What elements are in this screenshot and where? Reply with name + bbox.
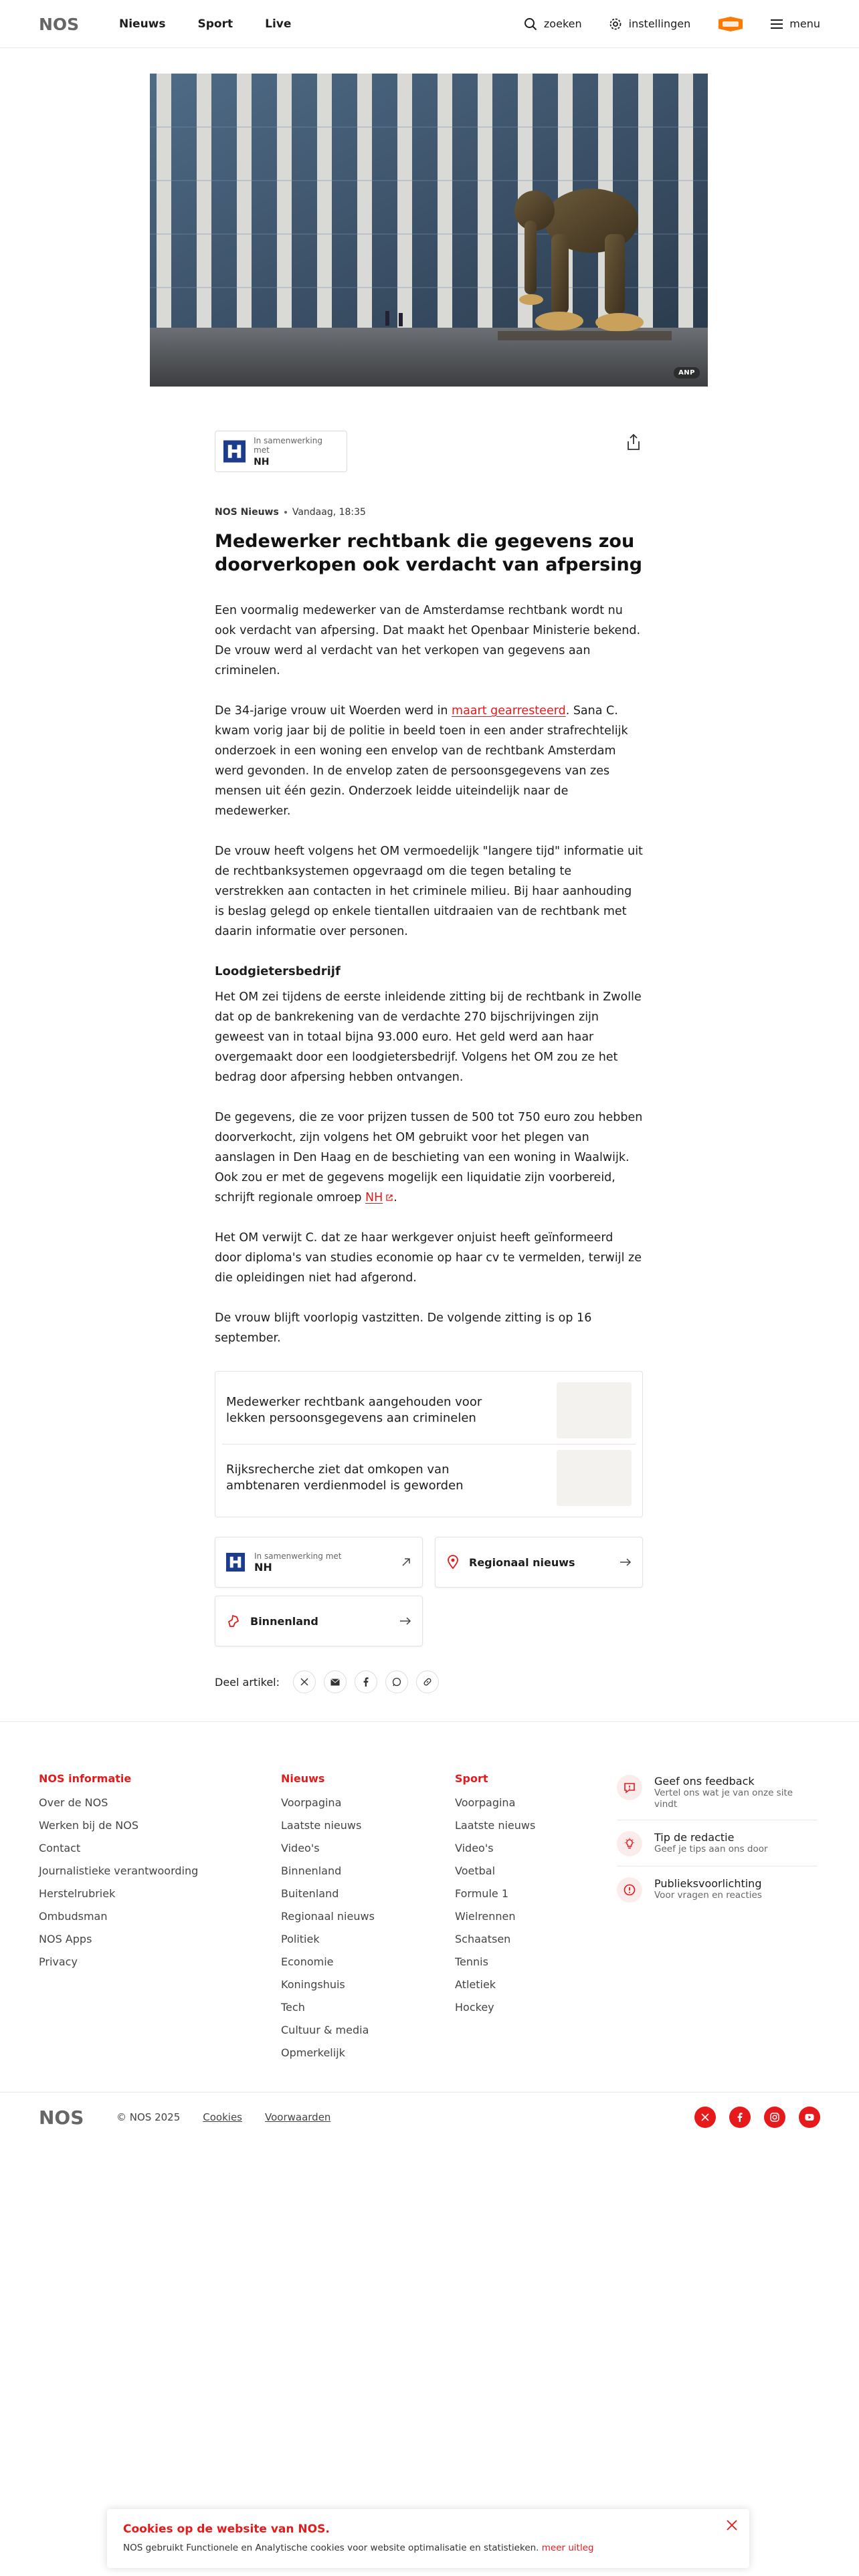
footer-link[interactable]: Koningshuis bbox=[281, 1978, 345, 1991]
nos-logo[interactable] bbox=[39, 15, 87, 33]
footer-link[interactable]: Schaatsen bbox=[455, 1933, 511, 1945]
info-icon bbox=[617, 1877, 642, 1903]
footer-link[interactable]: Binnenland bbox=[281, 1864, 342, 1877]
binnenland-label: Binnenland bbox=[250, 1614, 318, 1628]
nos-logo-mark bbox=[39, 15, 87, 33]
feedback-icon bbox=[617, 1775, 642, 1800]
article-title: Medewerker rechtbank die gegevens zou doorverkopen ook verdacht van afpersing bbox=[215, 531, 643, 575]
footer-col-nieuws bbox=[281, 1772, 375, 2064]
public-info-link[interactable] bbox=[617, 1866, 818, 1912]
footer-link[interactable]: Privacy bbox=[39, 1955, 78, 1968]
paragraph-4: Het OM zei tijdens de eerste inleidende zitting bij de rechtbank in Zwolle dat op de bankrekening van de verdachte 270 bijschrijvingen zijn geweest van in totaal bijna 93.000 euro. Het geld werd aan haar overgemaakt door een loodgietersbedrijf. Volgens het OM zou ze het bedrag door afpersing hebben ontvangen. bbox=[215, 990, 642, 1084]
tip-sub: Geef je tips aan ons door bbox=[654, 1844, 768, 1854]
footer-link[interactable]: Opmerkelijk bbox=[281, 2046, 345, 2059]
public-info-title: Publieksvoorlichting bbox=[654, 1877, 762, 1890]
nh-card[interactable] bbox=[215, 1537, 423, 1588]
terms-link[interactable]: Voorwaarden bbox=[265, 2111, 331, 2123]
site-header bbox=[0, 0, 859, 48]
location-pin-icon bbox=[446, 1555, 460, 1570]
regional-news-card[interactable] bbox=[435, 1537, 643, 1588]
arrow-right-icon bbox=[399, 1616, 411, 1626]
cookie-description: NOS gebruikt Functionele en Analytische cookies voor website optimalisatie en statistieken. bbox=[123, 2543, 539, 2553]
p5-text-after: . bbox=[393, 1191, 397, 1204]
footer-link[interactable]: Wielrennen bbox=[455, 1910, 516, 1923]
cookie-more-link[interactable]: meer uitleg bbox=[541, 2543, 594, 2553]
social-links bbox=[694, 2107, 820, 2128]
link-nh-label: NH bbox=[365, 1191, 383, 1204]
close-icon bbox=[725, 2518, 739, 2532]
p2-text-after: . Sana C. kwam vorig jaar bij de politie in beeld toen in een ander strafrechtelijk onderzoek in een woning een envelop van de rechtbank Amsterdam werd gevonden. In de envelop zaten de persoonsgegevens van zes mensen uit één gezin. Onderzoek leidde uiteindelijk naar de medewerker. bbox=[215, 704, 628, 818]
footer-link[interactable]: Ombudsman bbox=[39, 1910, 108, 1923]
npo-icon bbox=[717, 15, 744, 33]
subheading: Loodgietersbedrijf bbox=[215, 964, 341, 978]
paragraph-3: De vrouw heeft volgens het OM vermoedelijk "langere tijd" informatie uit de rechtbanksystemen opgevraagd om die tegen betaling te verstrekken aan contacten in het criminele milieu. Bij haar aanhouding is beslag gelegd op enkele tientallen uitdraaien van de rechtbank met daarin informatie over personen. bbox=[215, 845, 643, 938]
footer-link[interactable]: Tennis bbox=[455, 1955, 488, 1968]
arrow-up-right-icon bbox=[401, 1557, 411, 1568]
nav-sport[interactable]: Sport bbox=[197, 17, 233, 31]
paragraph-7: De vrouw blijft voorlopig vastzitten. De volgende zitting is op 16 september. bbox=[215, 1311, 592, 1345]
footer-link[interactable]: Tech bbox=[281, 2001, 305, 2014]
svg-text:NOS: NOS bbox=[39, 2107, 84, 2127]
meta-separator bbox=[284, 511, 287, 514]
feedback-title: Geef ons feedback bbox=[654, 1775, 755, 1788]
footer-link[interactable]: Formule 1 bbox=[455, 1887, 508, 1900]
facebook-icon bbox=[737, 2113, 743, 2122]
footer-contact-list bbox=[617, 1771, 818, 1912]
related-title-2: Rijksrecherche ziet dat omkopen van ambtenaren verdienmodel is geworden bbox=[226, 1463, 464, 1493]
footer-link[interactable]: Over de NOS bbox=[39, 1796, 108, 1809]
footer-link[interactable]: Voorpagina bbox=[281, 1796, 342, 1809]
p5-text-before: De gegevens, die ze voor prijzen tussen de 500 tot 750 euro zou hebben doorverkocht, zijn volgens het OM gebruikt voor het plegen van aanslagen in Den Haag en de beschieting van een woning in Waalwijk. Ook zou er met de gegevens mogelijk een liquidatie zijn voorbereid, schrijft regionale omroep bbox=[215, 1111, 643, 1204]
footer-link[interactable]: Video's bbox=[281, 1842, 320, 1854]
external-link-icon bbox=[385, 1194, 393, 1202]
footer-col-sport bbox=[455, 1772, 535, 2019]
article-source: NOS Nieuws bbox=[215, 507, 279, 518]
main-nav bbox=[119, 17, 291, 31]
binnenland-card[interactable] bbox=[215, 1596, 423, 1646]
tip-link[interactable] bbox=[617, 1820, 818, 1866]
related-article-2[interactable] bbox=[222, 1444, 636, 1511]
youtube-social-button[interactable] bbox=[799, 2107, 820, 2128]
nav-live[interactable]: Live bbox=[265, 17, 292, 31]
footer-link[interactable]: Politiek bbox=[281, 1933, 320, 1945]
share-button[interactable] bbox=[626, 433, 642, 453]
footer-link[interactable]: Werken bij de NOS bbox=[39, 1819, 139, 1832]
lightbulb-icon bbox=[617, 1831, 642, 1856]
public-info-sub: Voor vragen en reacties bbox=[654, 1890, 762, 1901]
settings-button[interactable] bbox=[609, 17, 691, 31]
footer-link[interactable]: NOS Apps bbox=[39, 1933, 92, 1945]
footer-link[interactable]: Buitenland bbox=[281, 1887, 339, 1900]
hero-image bbox=[150, 74, 708, 387]
partner-text bbox=[254, 436, 339, 467]
settings-label: instellingen bbox=[628, 17, 691, 30]
paragraph-5 bbox=[215, 1107, 643, 1208]
footer-link[interactable]: Voorpagina bbox=[455, 1796, 516, 1809]
tip-text bbox=[654, 1831, 768, 1855]
footer-link[interactable]: Regionaal nieuws bbox=[281, 1910, 375, 1923]
link-nh[interactable] bbox=[365, 1191, 383, 1204]
cookie-banner bbox=[107, 2509, 749, 2568]
footer-link[interactable]: Video's bbox=[455, 1842, 494, 1854]
related-title-1: Medewerker rechtbank aangehouden voor lekken persoonsgegevens aan criminelen bbox=[226, 1395, 482, 1425]
cookie-close-button[interactable] bbox=[725, 2518, 739, 2535]
footer-sport-title: Sport bbox=[455, 1772, 488, 1785]
header-actions bbox=[524, 15, 820, 33]
paragraph-6: Het OM verwijt C. dat ze haar werkgever onjuist heeft geïnformeerd door diploma's van studies economie op haar cv te vermelden, terwijl ze die opleidingen niet had afgerond. bbox=[215, 1231, 642, 1285]
cookie-text bbox=[123, 2543, 733, 2553]
copy-link-button[interactable] bbox=[416, 1671, 439, 1693]
share-label: Deel artikel: bbox=[215, 1675, 280, 1689]
menu-button[interactable] bbox=[771, 17, 820, 30]
footer-info-title: NOS informatie bbox=[39, 1772, 132, 1785]
share-facebook-button[interactable] bbox=[355, 1671, 377, 1693]
p2-text-before: De 34-jarige vrouw uit Woerden werd in bbox=[215, 704, 452, 718]
nh-card-text bbox=[254, 1551, 341, 1574]
youtube-icon bbox=[805, 2113, 814, 2121]
share-icon bbox=[626, 433, 642, 451]
share-email-button[interactable] bbox=[324, 1671, 347, 1693]
facebook-icon bbox=[363, 1677, 369, 1687]
footer-link[interactable]: Laatste nieuws bbox=[455, 1819, 536, 1832]
partner-badge[interactable] bbox=[215, 431, 347, 472]
share-x-button[interactable] bbox=[293, 1671, 316, 1693]
whatsapp-icon bbox=[392, 1677, 401, 1687]
nh-logo-icon bbox=[226, 1553, 245, 1572]
footer-col-info bbox=[39, 1772, 198, 1973]
nos-footer-logo bbox=[39, 2107, 92, 2127]
search-label: zoeken bbox=[543, 17, 582, 30]
article-time: Vandaag, 18:35 bbox=[292, 507, 366, 518]
nh-card-prefix: In samenwerking met bbox=[254, 1551, 342, 1561]
related-articles bbox=[215, 1371, 643, 1517]
facebook-social-button[interactable] bbox=[729, 2107, 751, 2128]
footer-bottom bbox=[39, 2107, 820, 2128]
footer-link[interactable]: Cultuur & media bbox=[281, 2024, 369, 2036]
share-whatsapp-button[interactable] bbox=[385, 1671, 408, 1693]
related-thumbnail-2 bbox=[557, 1450, 632, 1506]
x-social-button[interactable] bbox=[694, 2107, 716, 2128]
npo-logo[interactable] bbox=[717, 15, 744, 33]
arrow-right-icon bbox=[619, 1558, 632, 1567]
menu-label: menu bbox=[789, 17, 820, 30]
related-thumbnail-1 bbox=[557, 1382, 632, 1438]
instagram-icon bbox=[770, 2113, 779, 2122]
feedback-link[interactable] bbox=[617, 1771, 818, 1820]
gear-icon bbox=[609, 17, 622, 31]
cookie-title: Cookies op de website van NOS. bbox=[123, 2523, 330, 2536]
partner-name: NH bbox=[254, 456, 270, 467]
cookies-link[interactable]: Cookies bbox=[203, 2111, 242, 2123]
email-icon bbox=[330, 1679, 340, 1686]
instagram-social-button[interactable] bbox=[764, 2107, 785, 2128]
footer-link[interactable]: Contact bbox=[39, 1842, 81, 1854]
nav-nieuws[interactable]: Nieuws bbox=[119, 17, 166, 31]
netherlands-map-icon bbox=[226, 1614, 241, 1628]
link-icon bbox=[423, 1677, 432, 1687]
photo-credit: ANP bbox=[674, 367, 700, 379]
search-icon bbox=[524, 17, 537, 31]
nh-logo-icon bbox=[223, 440, 246, 463]
article-body bbox=[215, 601, 643, 1368]
feedback-text bbox=[654, 1775, 818, 1810]
footer-link[interactable]: Hockey bbox=[455, 2001, 494, 2014]
search-button[interactable] bbox=[524, 17, 582, 31]
footer-link[interactable]: Voetbal bbox=[455, 1864, 496, 1877]
feedback-sub: Vertel ons wat je van onze site vindt bbox=[654, 1788, 793, 1810]
footer-divider bbox=[0, 1721, 859, 1722]
footer-link[interactable]: Laatste nieuws bbox=[281, 1819, 362, 1832]
regional-news-label: Regionaal nieuws bbox=[469, 1555, 575, 1569]
footer-link[interactable]: Journalistieke verantwoording bbox=[39, 1864, 199, 1877]
paragraph-2 bbox=[215, 701, 643, 821]
footer-nieuws-title: Nieuws bbox=[281, 1772, 325, 1785]
footer-link[interactable]: Atletiek bbox=[455, 1978, 496, 1991]
hamburger-icon bbox=[771, 19, 783, 29]
tip-title: Tip de redactie bbox=[654, 1831, 735, 1844]
article-meta bbox=[215, 507, 643, 518]
related-article-1[interactable] bbox=[222, 1377, 636, 1444]
x-logo-icon bbox=[701, 2113, 709, 2121]
footer-link[interactable]: Economie bbox=[281, 1955, 334, 1968]
partner-prefix: In samenwerking met bbox=[254, 435, 322, 455]
svg-text:NOS: NOS bbox=[39, 15, 80, 33]
share-bar bbox=[215, 1671, 439, 1693]
public-info-text bbox=[654, 1877, 762, 1901]
footer-link[interactable]: Herstelrubriek bbox=[39, 1887, 116, 1900]
paragraph-1: Een voormalig medewerker van de Amsterdamse rechtbank wordt nu ook verdacht van afpersing. Dat maakt het Openbaar Ministerie bekend. De vrouw werd al verdacht van het verkopen van gegevens aan criminelen. bbox=[215, 604, 641, 677]
x-logo-icon bbox=[300, 1678, 308, 1686]
copyright: © NOS 2025 bbox=[116, 2111, 181, 2123]
nh-card-name: NH bbox=[254, 1560, 272, 1574]
court-building-statue-photo bbox=[150, 74, 708, 387]
link-maart-gearresteerd[interactable]: maart gearresteerd bbox=[452, 704, 566, 718]
